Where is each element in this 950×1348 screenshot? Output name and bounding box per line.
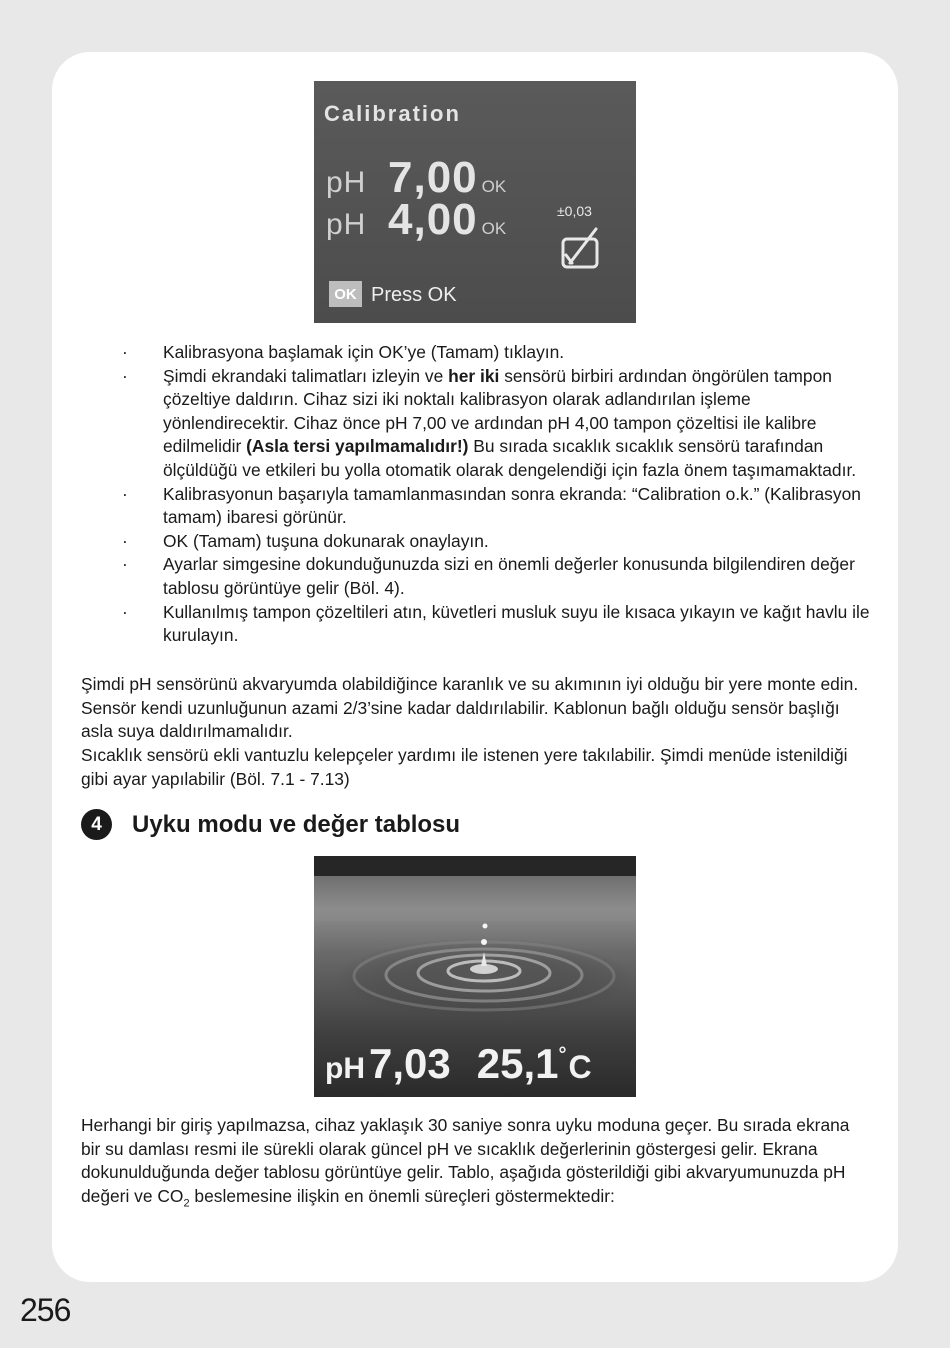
list-item: [110, 553, 870, 600]
ok-button[interactable]: OK: [329, 281, 362, 307]
sleep-mode-screen-image: [314, 856, 636, 1097]
list-item: [110, 530, 870, 554]
page-number: 256: [20, 1292, 71, 1328]
calibration-row-2: [326, 195, 506, 245]
list-item-text: Şimdi ekrandaki talimatları izleyin ve: [163, 365, 449, 386]
list-item: [110, 341, 870, 365]
section-heading: [81, 809, 460, 840]
temperature-unit: C: [568, 1049, 592, 1085]
ok-status: OK: [481, 219, 507, 238]
paragraph-temperature-sensor: Sıcaklık sensörü ekli vantuzlu kelepçeler yardımı ile istenen yere takılabilir. Şimdi menüde istenildiği gibi ayar yapılabilir (Böl. 7.1 - 7.13): [81, 745, 848, 789]
degree-symbol: °: [558, 1044, 567, 1066]
calibration-title: Calibration: [324, 101, 461, 126]
ph-value: 7,00: [388, 153, 478, 202]
instruction-list: [110, 341, 870, 648]
probe-icon: [560, 225, 602, 271]
list-item-text: Kullanılmış tampon çözeltileri atın, küvetleri musluk suyu ile kısaca yıkayın ve kağıt havlu ile kurulayın.: [163, 601, 870, 646]
list-item: [110, 483, 870, 530]
sleep-ph-value: 7,03: [369, 1040, 451, 1087]
section-number-badge: 4: [81, 809, 112, 840]
sleep-text-b: beslemesine ilişkin en önemli süreçleri göstermektedir:: [189, 1185, 615, 1206]
sleep-text-a: Herhangi bir giriş yapılmazsa, cihaz yaklaşık 30 saniye sonra uyku moduna geçer. Bu sırada ekrana bir su damlası resmi ile sürekli olarak güncel pH ve sıcaklık değerlerinin göstergesi gelir. Ekrana dokunulduğunda değer tablosu görüntüye gelir. Tablo, aşağıda gösterildiği gibi akvaryumunuzda pH değeri ve CO: [81, 1115, 850, 1206]
bullet-marker: ·: [122, 365, 128, 386]
list-item-text: sensörü birbiri ardından öngörülen tampon çözeltiye daldırın. Cihaz sizi iki noktalı kalibrasyon olarak adlandırılan işleme yönlendirecektir. Cihaz önce pH 7,00 ve ardından pH 4,00 tampon çözeltisi ile kalibre edilmelidir: [163, 365, 832, 457]
ph-label: pH: [326, 208, 367, 241]
list-item-text: Ayarlar simgesine dokunduğunuzda sizi en önemli değerler konusunda bilgilendiren değer tablosu görüntüye gelir (Böl. 4).: [163, 554, 855, 598]
ph-label: pH: [326, 166, 367, 199]
sleep-temperature-value: 25,1: [476, 1040, 559, 1087]
emphasis-text: her iki: [448, 365, 500, 386]
bullet-marker: ·: [122, 483, 128, 504]
list-item-text: Kalibrasyonun başarıyla tamamlanmasından sonra ekranda: “Calibration o.k.” (Kalibrasyon tamam) ibaresi görünür.: [163, 483, 861, 528]
co2-subscript: 2: [183, 1197, 190, 1210]
calibration-screen-image: [314, 81, 636, 323]
tolerance-label: ±0,03: [557, 203, 592, 219]
ph-value: 4,00: [388, 195, 478, 244]
list-item-text: Bu sırada sıcaklık sıcaklık sensörü tarafından ölçüldüğü ve etkileri bu yolla otomatik olarak dengelendiği için fazla önem taşımamaktadır.: [163, 436, 857, 480]
list-item: [110, 365, 870, 483]
bullet-marker: ·: [122, 554, 128, 575]
sleep-readout: [325, 1040, 592, 1088]
press-ok-prompt: Press OK: [371, 284, 457, 306]
bullet-marker: ·: [122, 601, 128, 622]
section-title: Uyku modu ve değer tablosu: [132, 810, 461, 838]
emphasis-text: (Asla tersi yapılmamalıdır!): [246, 436, 469, 457]
bullet-marker: ·: [122, 342, 128, 362]
list-item: [110, 601, 870, 648]
ok-status: OK: [481, 177, 507, 196]
paragraph-sleep-mode: [81, 1114, 871, 1216]
list-item-text: OK (Tamam) tuşuna dokunarak onaylayın.: [163, 530, 489, 551]
list-item-text: Kalibrasyona başlamak için OK’ye (Tamam) tıklayın.: [163, 342, 565, 362]
sleep-ph-label: pH: [325, 1052, 365, 1085]
paragraph-sensor-mounting: Şimdi pH sensörünü akvaryumda olabildiğince karanlık ve su akımının iyi olduğu bir yere monte edin. Sensör kendi uzunluğunun azami 2/3’sine kadar daldırılabilir. Kablonun bağlı olduğu sensör başlığı asla suya daldırılmamalıdır.: [81, 674, 859, 742]
bullet-marker: ·: [122, 530, 128, 551]
